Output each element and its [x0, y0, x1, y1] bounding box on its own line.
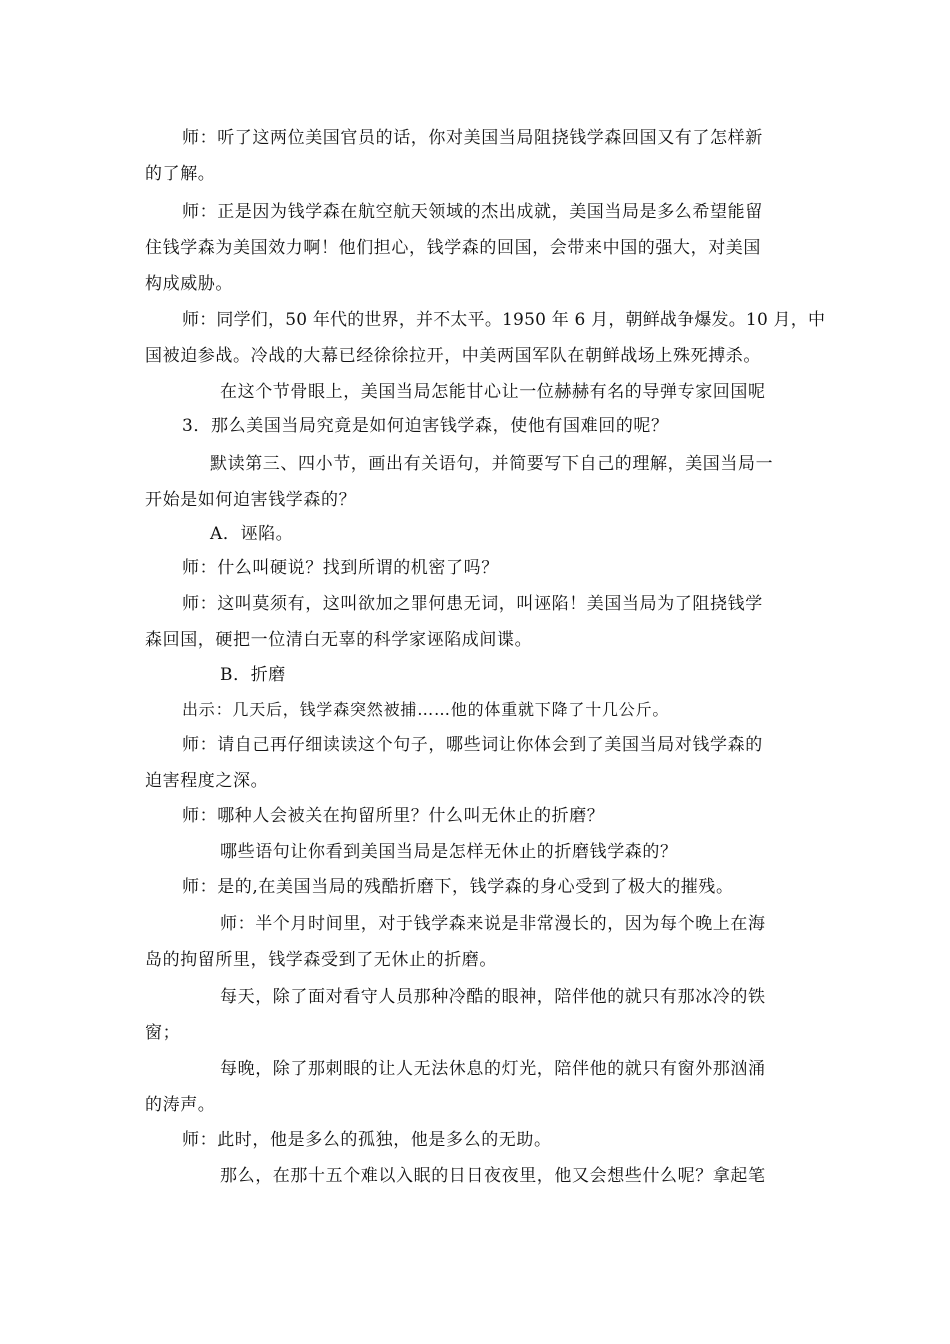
text-line: 师：请自己再仔细读读这个句子，哪些词让你体会到了美国当局对钱学森的	[182, 735, 763, 755]
text-line: 师：半个月时间里，对于钱学森来说是非常漫长的，因为每个晚上在海	[220, 914, 766, 934]
text-line: 哪些语句让你看到美国当局是怎样无休止的折磨钱学森的？	[220, 842, 678, 862]
text-line: 那么，在那十五个难以入眠的日日夜夜里，他又会想些什么呢？拿起笔	[220, 1166, 766, 1186]
text-line: 窗；	[145, 1023, 181, 1043]
text-line: 迫害程度之深。	[145, 771, 269, 791]
text-line: 的涛声。	[145, 1095, 216, 1115]
text-line: 师：正是因为钱学森在航空航天领域的杰出成就，美国当局是多么希望能留	[182, 202, 763, 222]
text-line: 师：这叫莫须有，这叫欲加之罪何患无词，叫诬陷！美国当局为了阻挠钱学	[182, 594, 763, 614]
text-line: 每天，除了面对看守人员那种冷酷的眼神，陪伴他的就只有那冰冷的铁	[220, 987, 766, 1007]
quoted-excerpt: 出示：几天后，钱学森突然被捕……他的体重就下降了十几公斤。	[182, 700, 670, 719]
text-line: 构成威胁。	[145, 274, 233, 294]
text-line: 师：听了这两位美国官员的话，你对美国当局阻挠钱学森回国又有了怎样新	[182, 128, 763, 148]
text-line: 森回国，硬把一位清白无辜的科学家诬陷成间谍。	[145, 630, 533, 650]
text-line: 师：同学们，50 年代的世界，并不太平。1950 年 6 月，朝鲜战争爆发。10 月，中	[182, 310, 826, 330]
text-line: 开始是如何迫害钱学森的？	[145, 490, 357, 510]
text-line: 在这个节骨眼上，美国当局怎能甘心让一位赫赫有名的导弹专家回国呢	[220, 382, 766, 402]
text-line: 每晚，除了那刺眼的让人无法休息的灯光，陪伴他的就只有窗外那汹涌	[220, 1059, 766, 1079]
text-line: 师：哪种人会被关在拘留所里？什么叫无休止的折磨？	[182, 806, 605, 826]
text-line: 师：什么叫硬说？找到所谓的机密了吗？	[182, 558, 499, 578]
text-line: 岛的拘留所里，钱学森受到了无休止的折磨。	[145, 950, 497, 970]
text-line: 3．那么美国当局究竟是如何迫害钱学森，使他有国难回的呢？	[182, 416, 669, 436]
text-line: 默读第三、四小节，画出有关语句，并简要写下自己的理解，美国当局一	[210, 454, 774, 474]
section-heading: B．折磨	[220, 665, 286, 685]
text-line: 住钱学森为美国效力啊！他们担心，钱学森的回国，会带来中国的强大，对美国	[145, 238, 761, 258]
text-line: 师：此时，他是多么的孤独，他是多么的无助。	[182, 1130, 552, 1150]
text-line: 国被迫参战。冷战的大幕已经徐徐拉开，中美两国军队在朝鲜战场上殊死搏杀。	[145, 346, 761, 366]
text-line: 的了解。	[145, 164, 216, 184]
section-heading: A．诬陷。	[210, 524, 294, 544]
text-line: 师：是的,在美国当局的残酷折磨下，钱学森的身心受到了极大的摧残。	[182, 877, 734, 897]
